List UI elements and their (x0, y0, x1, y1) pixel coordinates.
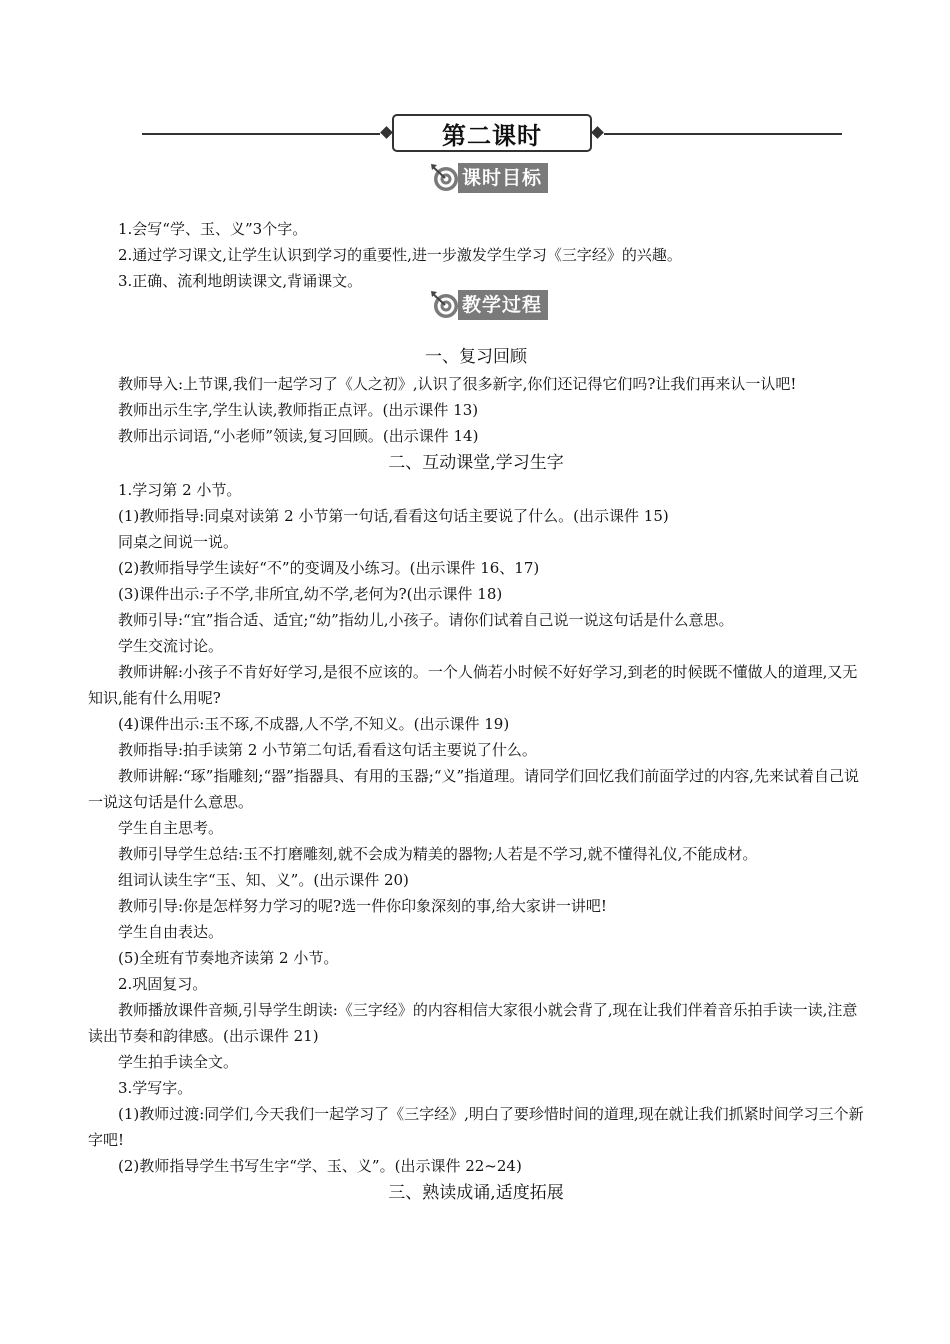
diamond-ornament-left (380, 126, 393, 139)
teaching-process (88, 343, 864, 1207)
section-heading: 二、互动课堂,学习生字 (388, 453, 564, 473)
paragraph: 1.学习第 2 小节。 (118, 481, 242, 499)
paragraph: (4)课件出示:玉不琢,不成器,人不学,不知义。(出示课件 19) (118, 715, 510, 733)
paragraph: 教师讲解:“琢”指雕刻;“器”指器具、有用的玉器;“义”指道理。请同学们回忆我们前面学过的内容,先来试着自己说一说这句话是什么意思。 (88, 767, 859, 811)
target-icon (430, 163, 460, 193)
diamond-ornament-right (591, 126, 604, 139)
paragraph: (2)教师指导学生书写生字“学、玉、义”。(出示课件 22~24) (118, 1157, 522, 1175)
paragraph: 教师引导:“宜”指合适、适宜;“幼”指幼儿,小孩子。请你们试着自己说一说这句话是什么意思。 (118, 611, 734, 629)
objective-item: 1.会写“学、玉、义”3个字。 (118, 220, 308, 238)
lesson-title: 第二课时 (392, 114, 592, 152)
paragraph: 教师播放课件音频,引导学生朗读:《三字经》的内容相信大家很小就会背了,现在让我们伴着音乐拍手读一读,注意读出节奏和韵律感。(出示课件 21) (88, 1001, 858, 1045)
header-rule-right (604, 133, 842, 135)
target-icon (430, 290, 460, 320)
paragraph: (5)全班有节奏地齐读第 2 小节。 (118, 949, 339, 967)
lesson-header (142, 114, 842, 156)
paragraph: 学生拍手读全文。 (118, 1053, 239, 1071)
objectives-label: 课时目标 (458, 163, 548, 193)
paragraph: 教师讲解:小孩子不肯好好学习,是很不应该的。一个人倘若小时候不好好学习,到老的时候既不懂做人的道理,又无知识,能有什么用呢? (88, 663, 858, 707)
paragraph: 学生交流讨论。 (118, 637, 224, 655)
paragraph: 学生自由表达。 (118, 923, 224, 941)
objectives-list (118, 216, 838, 294)
paragraph: 教师引导学生总结:玉不打磨雕刻,就不会成为精美的器物;人若是不学习,就不懂得礼仪,不能成材。 (118, 845, 758, 863)
paragraph: (3)课件出示:子不学,非所宜,幼不学,老何为?(出示课件 18) (118, 585, 503, 603)
paragraph: (1)教师指导:同桌对读第 2 小节第一句话,看看这句话主要说了什么。(出示课件 15) (118, 507, 669, 525)
section-heading: 一、复习回顾 (425, 347, 527, 367)
paragraph: 教师出示生字,学生认读,教师指正点评。(出示课件 13) (118, 401, 479, 419)
header-rule-left (142, 133, 380, 135)
paragraph: 2.巩固复习。 (118, 975, 208, 993)
paragraph: 教师指导:拍手读第 2 小节第二句话,看看这句话主要说了什么。 (118, 741, 537, 759)
paragraph: 同桌之间说一说。 (118, 533, 239, 551)
process-badge (430, 289, 548, 321)
paragraph: 教师引导:你是怎样努力学习的呢?选一件你印象深刻的事,给大家讲一讲吧! (118, 897, 607, 915)
paragraph: 组词认读生字“玉、知、义”。(出示课件 20) (118, 871, 409, 889)
paragraph: 教师导入:上节课,我们一起学习了《人之初》,认识了很多新字,你们还记得它们吗?让我们再来认一认吧! (118, 375, 797, 393)
process-label: 教学过程 (458, 290, 548, 320)
objective-item: 3.正确、流利地朗读课文,背诵课文。 (118, 272, 363, 290)
paragraph: 3.学写字。 (118, 1079, 193, 1097)
paragraph: 学生自主思考。 (118, 819, 224, 837)
paragraph: (1)教师过渡:同学们,今天我们一起学习了《三字经》,明白了要珍惜时间的道理,现在就让我们抓紧时间学习三个新字吧! (88, 1105, 864, 1149)
objectives-badge (430, 162, 548, 194)
paragraph: 教师出示词语,“小老师”领读,复习回顾。(出示课件 14) (118, 427, 479, 445)
paragraph: (2)教师指导学生读好“不”的变调及小练习。(出示课件 16、17) (118, 559, 540, 577)
section-heading: 三、熟读成诵,适度拓展 (388, 1183, 564, 1203)
objective-item: 2.通过学习课文,让学生认识到学习的重要性,进一步激发学生学习《三字经》的兴趣。 (118, 246, 682, 264)
